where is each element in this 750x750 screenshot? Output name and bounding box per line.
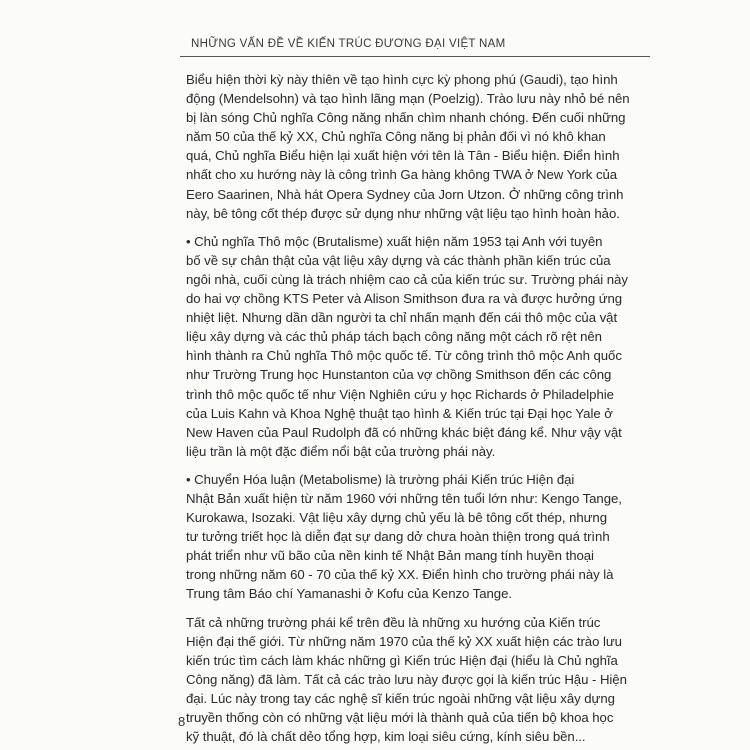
running-header: NHỮNG VẤN ĐỀ VỀ KIẾN TRÚC ĐƯƠNG ĐẠI VIỆT NAM bbox=[191, 38, 506, 50]
text-line: Biểu hiện thời kỳ này thiên về tạo hình cực kỳ phong phú (Gaudi), tạo hình bbox=[186, 72, 618, 87]
text-line: kiến trúc tìm cách làm khác những gì Kiến trúc Hiện đại (hiểu là Chủ nghĩa bbox=[186, 652, 618, 668]
text-line: liệu xây dựng và các thủ pháp tách bạch công năng một cách rõ rệt nên bbox=[186, 329, 602, 345]
text-line: của Luis Kahn và Khoa Nghệ thuật tạo hình & Kiến trúc tại Đại học Yale ở bbox=[186, 405, 613, 421]
text-line: kỹ thuật, đó là chất dẻo tổng hợp, kim loại siêu cứng, kính siêu bền... bbox=[186, 729, 586, 745]
text-line: quá, Chủ nghĩa Biểu hiện lại xuất hiện với tên là Tân - Biểu hiện. Điển hình bbox=[186, 148, 620, 164]
page-number: 8 bbox=[178, 714, 186, 729]
paragraph bbox=[186, 613, 656, 747]
text-line: Eero Saarinen, Nhà hát Opera Sydney của Jorn Utzon. Ở những công trình bbox=[186, 186, 624, 202]
header-rule bbox=[180, 56, 650, 57]
text-line: tư tưởng triết học là diễn đạt sự dang dở chưa hoàn thiện trong quá trình bbox=[186, 529, 610, 545]
text-line: nhất cho xu hướng này là công trình Ga hàng không TWA ở New York của bbox=[186, 167, 618, 183]
text-line: do hai vợ chồng KTS Peter và Alison Smithson đưa ra và được hưởng ứng bbox=[186, 291, 623, 307]
text-line: liệu trần là một đặc điểm nổi bật của trường phái này. bbox=[186, 443, 496, 459]
text-line: trong những năm 60 - 70 của thế kỷ XX. Điển hình cho trường phái này là bbox=[186, 567, 614, 583]
text-line: New Haven của Paul Rudolph đã có những khác biệt đáng kể. Như vậy vật bbox=[186, 424, 622, 440]
body-text bbox=[186, 70, 656, 750]
text-line: Trung tâm Báo chí Yamanashi ở Kofu của Kenzo Tange. bbox=[186, 586, 512, 602]
text-line: ngôi nhà, cuối cùng là trách nhiệm cao cả của kiến trúc sư. Trường phái này bbox=[186, 271, 628, 287]
text-line: • Chủ nghĩa Thô mộc (Brutalisme) xuất hiện năm 1953 tại Anh với tuyên bbox=[186, 233, 603, 249]
text-line: như Trường Trung học Hunstanton của vợ chồng Smithson đến các công bbox=[186, 367, 612, 383]
text-line: phát triển như vũ bão của nền kinh tế Nhật Bản mang tính huyền thoại bbox=[186, 548, 594, 564]
text-line: bố về sự chân thật của vật liệu xây dựng và các thành phần kiến trúc của bbox=[186, 252, 611, 268]
text-line: Nhật Bản xuất hiện từ năm 1960 với những tên tuổi lớn như: Kengo Tange, bbox=[186, 490, 622, 506]
text-line: này, bê tông cốt thép được sử dụng như những vật liệu tạo hình hoàn hảo. bbox=[186, 205, 620, 221]
text-line: trình thô mộc quốc tế như Viện Nghiên cứu y học Richards ở Philadelphie bbox=[186, 386, 614, 402]
text-line: Công năng) đã làm. Tất cả các trào lưu này được gọi là kiến trúc Hậu - Hiện bbox=[186, 671, 627, 687]
paragraph bbox=[186, 232, 656, 461]
text-line: động (Mendelsohn) và tạo hình lãng mạn (Poelzig). Trào lưu này nhỏ bé nên bbox=[186, 91, 630, 107]
text-line: năm 50 của thế kỷ XX, Chủ nghĩa Công năng bị phản đối vì nó khô khan bbox=[186, 129, 606, 145]
text-line: Kurokawa, Isozaki. Vật liệu xây dựng chủ yếu là bê tông cốt thép, nhưng bbox=[186, 510, 607, 526]
text-line: nhiệt liệt. Nhưng dần dần người ta chỉ nhấn mạnh đến cái thô mộc của vật bbox=[186, 310, 618, 326]
text-line: truyền thống còn có những vật liệu mới là thành quả của tiến bộ khoa học bbox=[186, 710, 614, 725]
text-line: Hiện đại thế giới. Từ những năm 1970 của thế kỷ XX xuất hiện các trào lưu bbox=[186, 633, 622, 649]
text-line: Tất cả những trường phái kể trên đều là những xu hướng của Kiến trúc bbox=[186, 614, 601, 630]
text-line: hình thành ra Chủ nghĩa Thô mộc quốc tế. Từ công trình thô mộc Anh quốc bbox=[186, 348, 622, 364]
text-line: bị làn sóng Chủ nghĩa Công năng nhấn chìm nhanh chóng. Đến cuối những bbox=[186, 110, 626, 126]
text-line: • Chuyển Hóa luận (Metabolisme) là trường phái Kiến trúc Hiện đại bbox=[186, 471, 575, 487]
text-line: đại. Lúc này trong tay các nghệ sĩ kiến trúc ngoài những vật liệu xây dựng bbox=[186, 690, 615, 706]
paragraph bbox=[186, 70, 656, 223]
paragraph bbox=[186, 470, 656, 604]
